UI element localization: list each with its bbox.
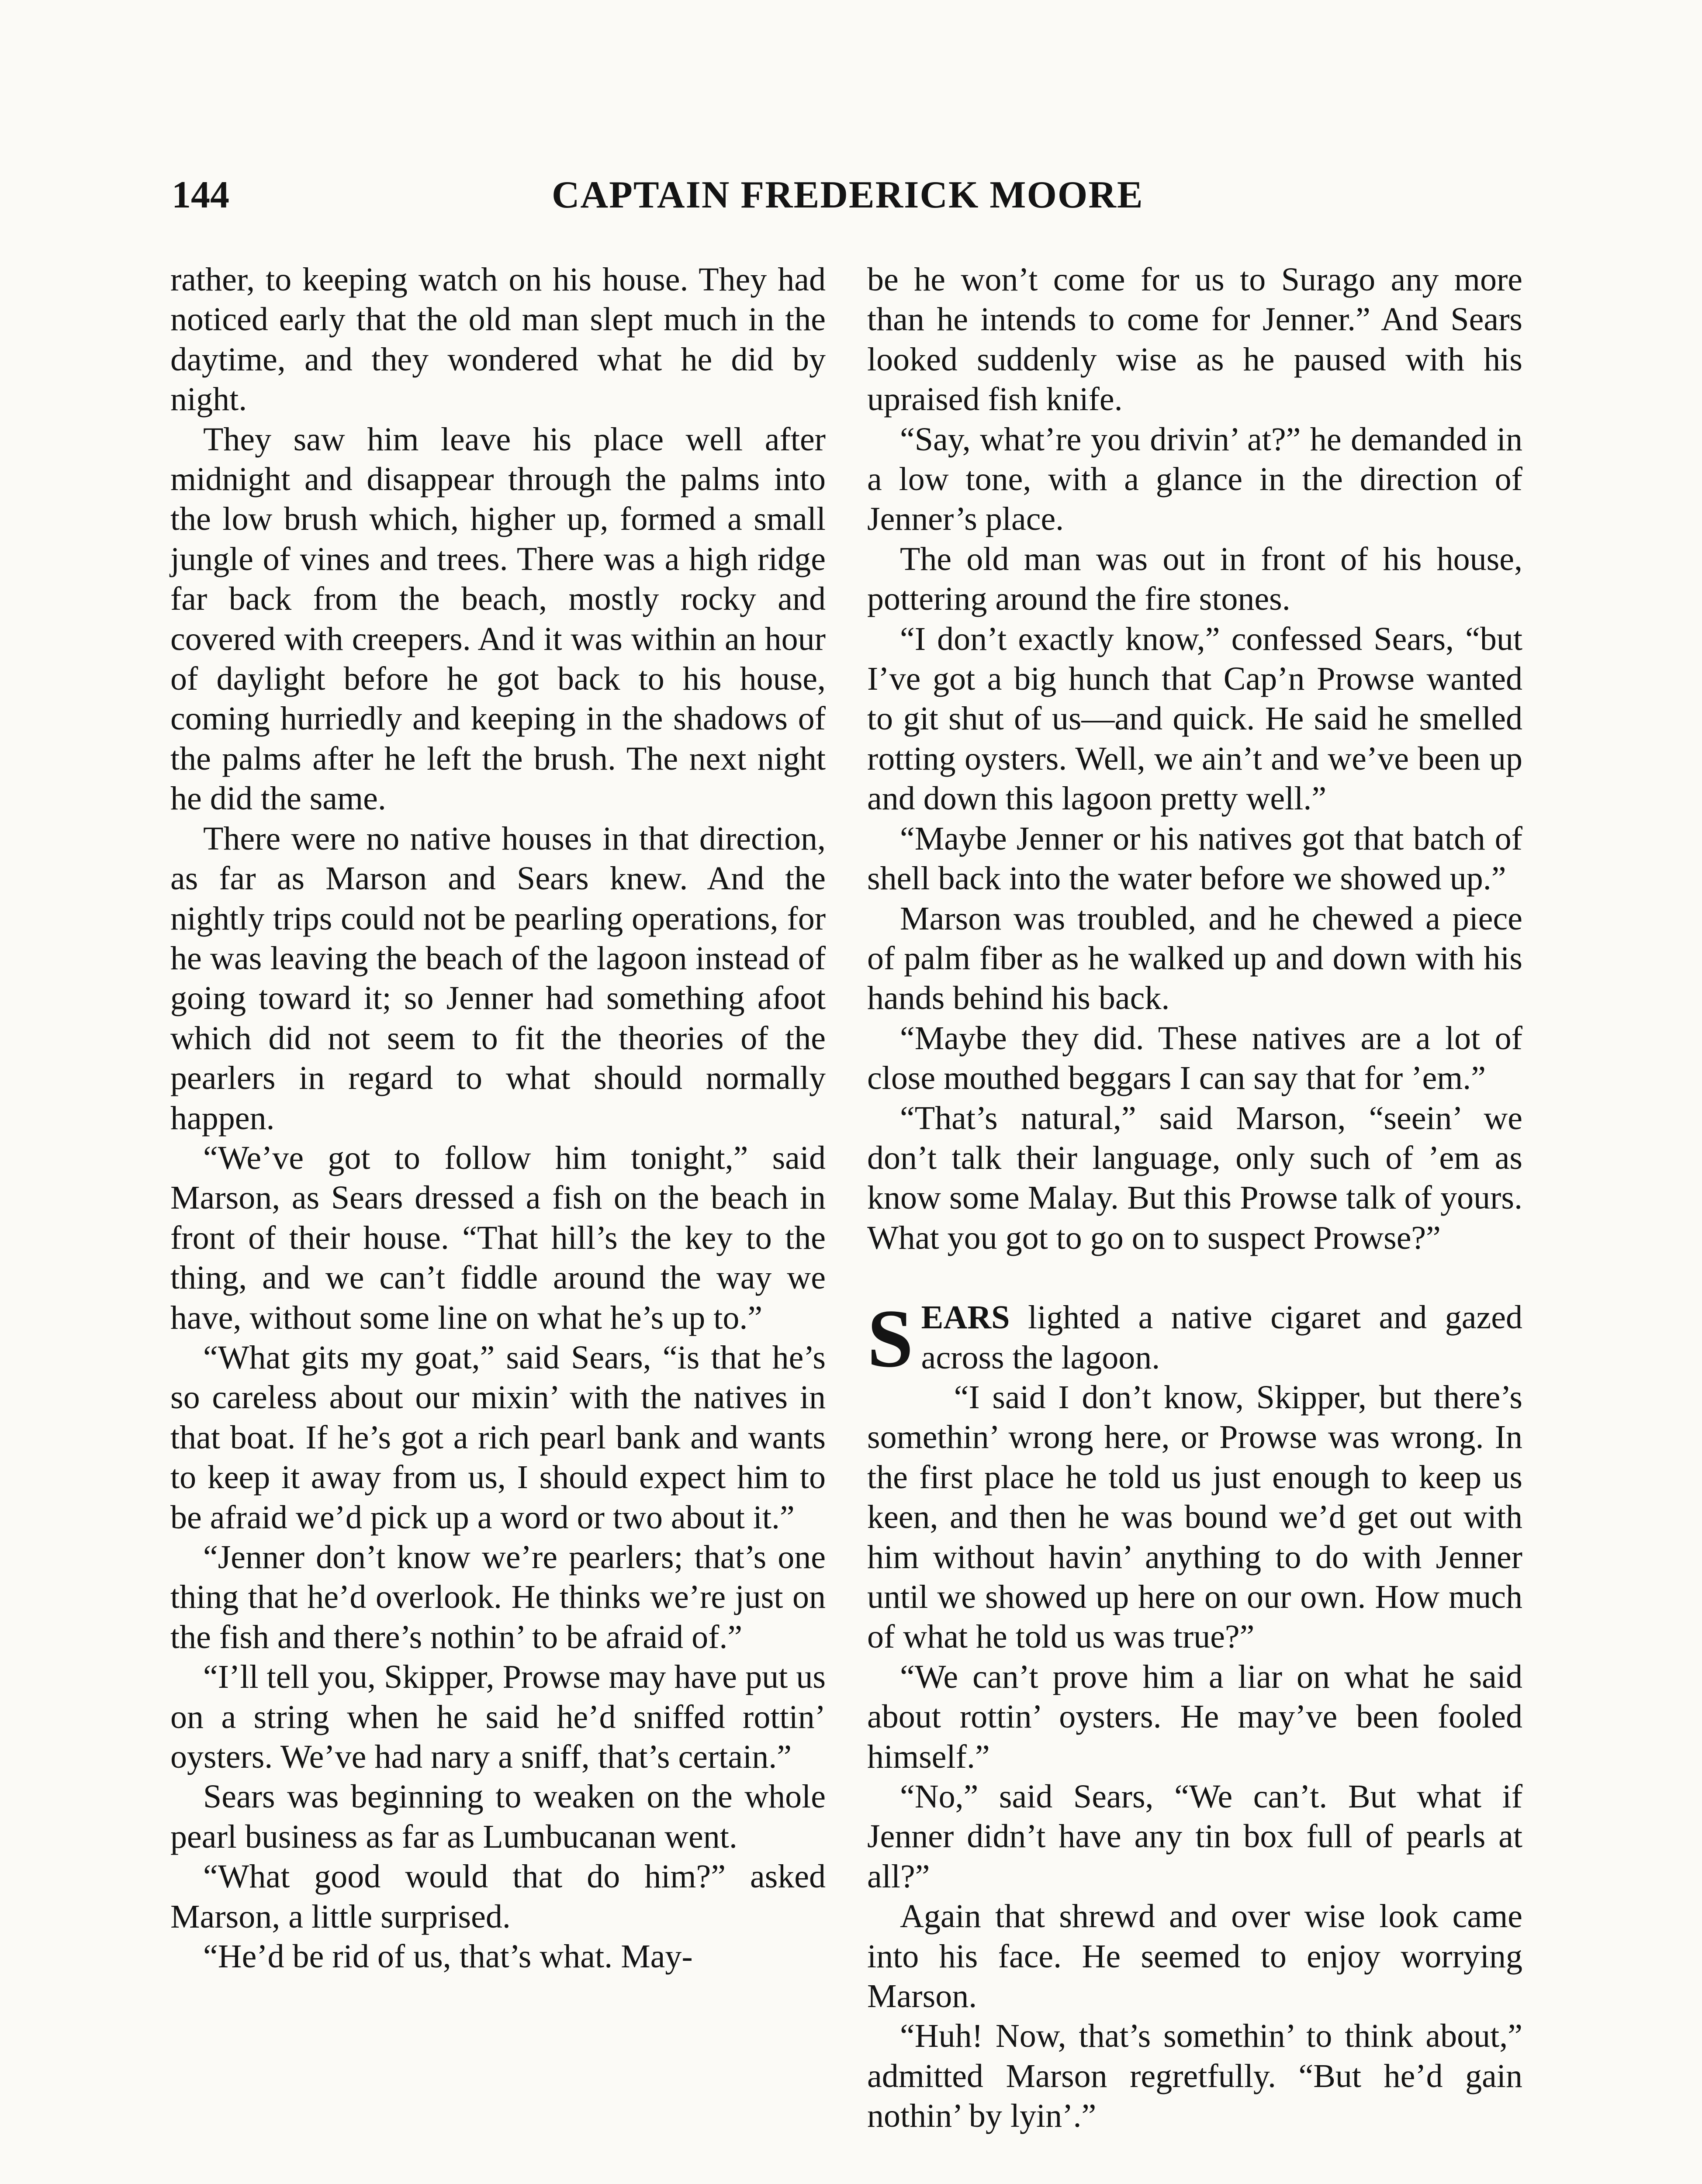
paragraph: “Say, what’re you drivin’ at?” he demanded in a low tone, with a glance in the direction of Jenner’s place. [867,421,1522,538]
paragraph: be he won’t come for us to Surago any more than he intends to come for Jenner.” And Sears looked suddenly wise as he paused with his upraised fish knife. [867,261,1522,418]
paragraph: Marson was troubled, and he chewed a piece of palm fiber as he walked up and down with his hands behind his back. [867,900,1522,1017]
paragraph: “What good would that do him?” asked Marson, a little surprised. [170,1858,826,1935]
paragraph: There were no native houses in that direction, as far as Marson and Sears knew. And the nightly trips could not be pearling operations, for he was leaving the beach of the lagoon instead of going toward it; so Jenner had something afoot which did not seem to fit the theories of the pearlers in regard to what should normally happen. [170,820,826,1137]
small-caps-lead: EARS [921,1299,1010,1336]
paragraph-text: lighted a native cigaret and gazed across the lagoon. [921,1299,1522,1376]
paragraph: “Huh! Now, that’s somethin’ to think about,” admitted Marson regretfully. “But he’d gain nothin’ by lyin’.” [867,2018,1522,2135]
running-title: CAPTAIN FREDERICK MOORE [552,174,1144,216]
paragraph: They saw him leave his place well after midnight and disappear through the palms into the low brush which, higher up, formed a small jungle of vines and trees. There was a high ridge far back from the beach, mostly rocky and covered with creepers. And it was within an hour of daylight before he got back to his house, coming hurriedly and keeping in the shadows of the palms after he left the brush. The next night he did the same. [170,421,826,817]
paragraph: “I’ll tell you, Skipper, Prowse may have put us on a string when he said he’d sniffed rottin’ oysters. We’ve had nary a sniff, that’s certain.” [170,1659,826,1776]
page-header [172,162,1155,228]
paragraph: “No,” said Sears, “We can’t. But what if Jenner didn’t have any tin box full of pearls at all?” [867,1778,1522,1895]
left-column [170,260,826,1977]
paragraph: “He’d be rid of us, that’s what. May- [203,1938,693,1975]
paragraph: rather, to keeping watch on his house. They had noticed early that the old man slept much in the daytime, and they wondered what he did by night. [170,261,826,418]
paragraph: Sears was beginning to weaken on the whole pearl business as far as Lumbucanan went. [170,1778,826,1855]
section-break [867,1258,1522,1298]
paragraph: “Maybe Jenner or his natives got that batch of shell back into the water before we showed up.” [867,820,1522,897]
paragraph: Again that shrewd and over wise look came into his face. He seemed to enjoy worrying Marson. [867,1898,1522,2015]
paragraph: “What gits my goat,” said Sears, “is that he’s so careless about our mixin’ with the natives in that boat. If he’s got a rich pearl bank and wants to keep it away from us, I should expect him to be afraid we’d pick up a word or two about it.” [170,1339,826,1536]
paragraph: “That’s natural,” said Marson, “seein’ we don’t talk their language, only such of ’em as know some Malay. But this Prowse talk of yours. What you got to go on to suspect Prowse?” [867,1099,1522,1256]
paragraph: The old man was out in front of his house, pottering around the fire stones. [867,540,1522,618]
paragraph: “I don’t exactly know,” confessed Sears, “but I’ve got a big hunch that Cap’n Prowse wanted to git shut of us—and quick. He said he smelled rotting oysters. Well, we ain’t and we’ve been up and down this lagoon pretty well.” [867,620,1522,817]
drop-cap: S [867,1293,913,1385]
paragraph: “Maybe they did. These natives are a lot of close mouthed beggars I can say that for ’em.” [867,1019,1522,1097]
paragraph: “We’ve got to follow him tonight,” said Marson, as Sears dressed a fish on the beach in front of their house. “That hill’s the key to the thing, and we can’t fiddle around the way we have, without some line on what he’s up to.” [170,1139,826,1336]
right-column [867,260,1522,2136]
section-opening-paragraph [867,1293,1522,1385]
paragraph: “I said I don’t know, Skipper, but there’s somethin’ wrong here, or Prowse was wrong. In the first place he told us just enough to keep us keen, and then he was bound we’d get out with him without havin’ anything to do with Jenner until we showed up here on our own. How much of what he told us was true?” [867,1379,1522,1655]
paragraph: “We can’t prove him a liar on what he said about rottin’ oysters. He may’ve been fooled himself.” [867,1658,1522,1775]
paragraph: “Jenner don’t know we’re pearlers; that’s one thing that he’d overlook. He thinks we’re just on the fish and there’s nothin’ to be afraid of.” [170,1539,826,1655]
page-number: 144 [172,174,229,216]
